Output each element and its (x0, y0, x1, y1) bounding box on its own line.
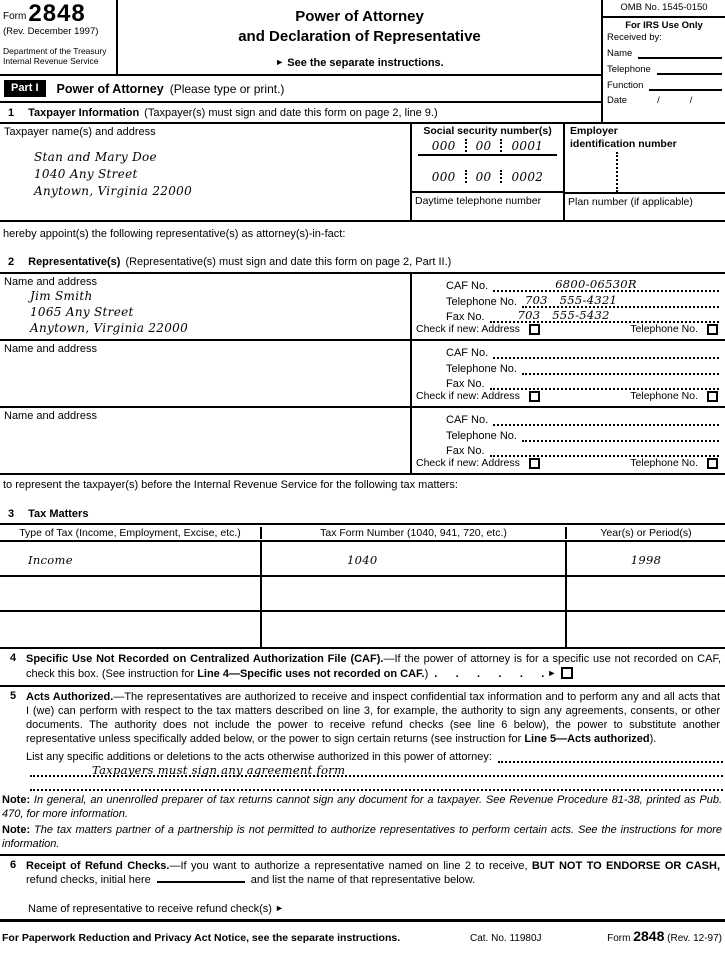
agency-line-1: Department of the Treasury (3, 46, 107, 56)
type-of-tax-cell[interactable] (0, 542, 260, 575)
fax-row (416, 308, 719, 323)
irs-use-only-title: For IRS Use Only (625, 20, 703, 31)
ssn2-serial: 0002 (511, 169, 544, 184)
agency-lines (3, 46, 114, 66)
line4-body1: —If the power of attorney is for a specific use not recorded on CAF, check this box. (See instruction for (26, 653, 722, 680)
right-arrow-icon: ► (275, 903, 284, 913)
tax-form-number-header: Tax Form Number (1040, 941, 720, etc.) (260, 527, 565, 539)
caf-label: CAF No. (446, 414, 489, 427)
rep-name-address-cell[interactable] (0, 274, 410, 339)
agency-line-2: Internal Revenue Service (3, 56, 99, 66)
check-telephone-label: Telephone No. (630, 390, 698, 402)
telephone-fill-line[interactable] (522, 361, 719, 375)
rep-name-value: Jim Smith (30, 289, 93, 303)
telephone-fill-line[interactable] (522, 294, 719, 308)
form-identity-block (0, 0, 118, 74)
omb-number: OMB No. 1545-0150 (603, 0, 725, 18)
ssn2-value (416, 168, 559, 185)
form-title-line-1: Power of Attorney (295, 8, 424, 25)
rep-name-address-cell[interactable] (0, 341, 410, 406)
rep-name-address-cell[interactable] (0, 408, 410, 473)
line4-body2: ) (424, 668, 429, 680)
check-if-new-row (416, 457, 719, 473)
caf-row (416, 411, 719, 426)
caf-fill-line[interactable] (493, 412, 719, 426)
handwritten-entry: Taxpayers must sign any agreement form (92, 763, 346, 777)
ssn1-value (418, 137, 557, 154)
line5-bold-ref: Line 5—Acts authorized (524, 733, 650, 745)
fax-fill-line[interactable] (490, 376, 719, 390)
new-address-checkbox[interactable] (529, 324, 540, 335)
line3-number: 3 (8, 508, 15, 520)
line3-header (0, 497, 725, 523)
ein-column (563, 124, 725, 220)
type-of-tax-header: Type of Tax (Income, Employment, Excise, etc.) (19, 526, 241, 539)
fax-fill-line[interactable] (490, 309, 719, 323)
footer-form-word: Form (607, 933, 631, 944)
specific-use-checkbox[interactable] (561, 667, 573, 679)
ssn1-area: 000 (431, 138, 456, 153)
telephone-row (416, 426, 719, 441)
fax-value: 703 555-5432 (517, 307, 610, 322)
line2-note: (Representative(s) must sign and date this form on page 2, Part II.) (125, 256, 452, 268)
telephone-fill-line[interactable] (522, 428, 719, 442)
line5-section (0, 687, 725, 746)
footer-form-revision: (Rev. 12-97) (667, 933, 722, 944)
ssn-separator (465, 170, 467, 183)
representative-block-2 (0, 341, 725, 408)
years-cell[interactable] (565, 542, 725, 575)
right-arrow-icon: ► (275, 57, 285, 67)
years-value: 1998 (630, 553, 662, 567)
ssn-separator (465, 139, 467, 152)
fax-row (416, 442, 719, 457)
ein-dotted-guide (616, 152, 618, 192)
check-if-new-row (416, 390, 719, 406)
caf-label: CAF No. (446, 347, 489, 360)
part1-note: (Please type or print.) (169, 81, 285, 96)
note-text: In general, an unenrolled preparer of tax returns cannot sign any document for a taxpayer. See Revenue Procedure 81-38, printed as Pub. 470, for more information. (2, 794, 723, 820)
new-address-checkbox[interactable] (529, 391, 540, 402)
form-word: Form (3, 11, 27, 22)
irs-date-label: Date (607, 95, 628, 106)
caf-fill-line[interactable] (493, 278, 719, 292)
line6-text (26, 859, 723, 887)
line5-body2: ). (649, 733, 657, 745)
type-of-tax-value: Income (28, 553, 73, 567)
line1-header (0, 103, 601, 122)
note-label: Note: (2, 794, 31, 806)
form-title-line-2: and Declaration of Representative (238, 28, 481, 45)
taxpayer-name-address-label: Taxpayer name(s) and address (4, 126, 156, 138)
caf-value: 6800-06530R (555, 277, 637, 292)
form-revision: (Rev. December 1997) (3, 26, 99, 37)
new-telephone-checkbox[interactable] (707, 391, 718, 402)
telephone-label: Telephone No. (446, 295, 517, 308)
note-label: Note: (2, 824, 31, 836)
rep-contact-cell (410, 408, 725, 473)
part1-title: Power of Attorney (56, 81, 164, 96)
acts-addition-fill[interactable] (498, 749, 723, 763)
table-row (0, 612, 725, 647)
see-instructions-note (118, 57, 601, 69)
title-block (118, 0, 601, 74)
check-if-new-label: Check if new: Address (416, 457, 520, 469)
line5-number: 5 (9, 690, 17, 702)
rep-contact-cell (410, 274, 725, 339)
fax-label: Fax No. (446, 444, 485, 457)
check-telephone-label: Telephone No. (630, 457, 698, 469)
refund-name-label: Name of representative to receive refund check(s) (28, 903, 272, 915)
line6-title: Receipt of Refund Checks. (26, 860, 170, 872)
irs-use-only-box (601, 0, 725, 122)
acts-addition-label-row (26, 748, 723, 763)
line6-body1: —If you want to authorize a representative named on line 2 to receive, (169, 860, 532, 872)
acts-addition-line-2[interactable] (30, 777, 723, 791)
irs-telephone-blank[interactable] (657, 63, 722, 75)
line1-note: (Taxpayer(s) must sign and date this form on page 2, line 9.) (144, 106, 438, 119)
new-telephone-checkbox[interactable] (707, 458, 718, 469)
ssn-label: Social security number(s) (423, 125, 552, 137)
line4-section (0, 649, 725, 687)
note-text: The tax matters partner of a partnership is not permitted to authorize representatives to perform certain acts. See the instructions for more information. (2, 824, 723, 850)
line4-text (26, 652, 723, 681)
irs-name-label: Name (607, 48, 633, 59)
fax-label: Fax No. (446, 377, 485, 390)
line6-section (0, 856, 725, 887)
ssn-separator (500, 170, 502, 183)
caf-label: CAF No. (446, 280, 489, 293)
taxpayer-city-value: Anytown, Virginia 22000 (34, 184, 193, 198)
line5-text (26, 690, 723, 746)
paperwork-notice: For Paperwork Reduction and Privacy Act Notice, see the separate instructions. (2, 932, 401, 944)
received-by-label: Received by: (607, 32, 662, 43)
telephone-row (416, 292, 719, 307)
rep-contact-cell (410, 341, 725, 406)
line1-number: 1 (8, 106, 15, 119)
line5-body1: —The representatives are authorized to receive and inspect confidential tax information and to perform any and all acts that I (we) can perform with respect to the tax matters described on line 3, for example, the authority to sign any agreements, consents, or other documents. The authority does not include the power to receive refund checks (see line 6 below), the power to substitute another representative unless specifically added below, or the power to sign certain returns (see instruction for (26, 691, 720, 745)
ssn-cell[interactable] (412, 124, 563, 191)
note-1 (0, 791, 725, 821)
date-slash: / (689, 95, 693, 106)
table-header-row (0, 525, 725, 542)
line6-bold-emphasis: BUT NOT TO ENDORSE OR CASH, (531, 860, 721, 872)
rep-street-value: 1065 Any Street (30, 305, 134, 319)
new-address-checkbox[interactable] (529, 458, 540, 469)
irs-name-field (603, 44, 725, 59)
line5-title: Acts Authorized. (26, 691, 114, 703)
taxpayer-name-value: Stan and Mary Doe (34, 150, 157, 164)
line2-header (0, 252, 725, 274)
line2-number: 2 (8, 256, 15, 268)
line1-title: Taxpayer Information (28, 106, 140, 119)
representative-block-1 (0, 274, 725, 341)
acts-addition-label: List any specific additions or deletions to the acts otherwise authorized in this power of attorney: (26, 751, 492, 763)
line4-title: Specific Use Not Recorded on Centralized Authorization File (CAF). (26, 653, 384, 665)
tax-form-number-cell[interactable] (260, 577, 565, 610)
ssn2-group: 00 (475, 169, 492, 184)
footer (0, 922, 725, 944)
form-title (118, 7, 601, 47)
footer-form-number: 2848 (633, 928, 665, 944)
header-main (0, 0, 601, 76)
caf-row (416, 277, 719, 292)
line3-title: Tax Matters (28, 508, 89, 520)
line4-bold-ref: Line 4—Specific uses not recorded on CAF. (197, 668, 425, 680)
right-arrow-icon: ► (547, 668, 557, 678)
rep-name-address-label: Name and address (4, 410, 97, 422)
tax-matters-table (0, 523, 725, 649)
taxpayer-name-address-cell[interactable] (0, 124, 410, 220)
taxpayer-info-box (0, 122, 725, 222)
rep-name-address-label: Name and address (4, 276, 97, 288)
footer-form-id (603, 928, 722, 944)
telephone-row (416, 359, 719, 374)
line4-number: 4 (9, 652, 17, 664)
ssn1-field (418, 137, 557, 156)
acts-addition-line-1[interactable] (30, 763, 723, 777)
telephone-label: Telephone No. (446, 429, 517, 442)
rep-city-value: Anytown, Virginia 22000 (30, 321, 189, 335)
irs-date-field[interactable] (603, 92, 725, 106)
type-of-tax-cell[interactable] (0, 612, 260, 647)
line6-body3: and list the name of that representative below. (250, 874, 476, 886)
check-if-new-label: Check if new: Address (416, 390, 520, 402)
tax-form-number-cell[interactable] (260, 542, 565, 575)
years-header: Year(s) or Period(s) (565, 527, 725, 539)
years-cell[interactable] (565, 612, 725, 647)
rep-name-address-label: Name and address (4, 343, 97, 355)
form-number: 2848 (28, 0, 86, 27)
form-id (3, 0, 114, 27)
irs-telephone-field (603, 60, 725, 75)
telephone-label: Telephone No. (446, 362, 517, 375)
irs-function-blank[interactable] (649, 79, 722, 91)
check-if-new-row (416, 323, 719, 339)
table-row (0, 577, 725, 612)
table-row (0, 542, 725, 577)
ssn1-serial: 0001 (511, 138, 544, 153)
caf-fill-line[interactable] (493, 345, 719, 359)
appoint-text: hereby appoint(s) the following representative(s) as attorney(s)-in-fact: (3, 228, 346, 240)
dot-leader: . . . . . . (434, 668, 545, 680)
type-of-tax-cell[interactable] (0, 577, 260, 610)
years-cell[interactable] (565, 577, 725, 610)
see-instructions-text: See the separate instructions. (287, 57, 444, 69)
tax-form-number-value: 1040 (347, 553, 378, 567)
line4-tail (547, 668, 573, 680)
initial-here-blank[interactable] (157, 873, 245, 883)
tax-form-number-cell[interactable] (260, 612, 565, 647)
line6-body2: refund checks, initial here (26, 874, 151, 886)
representative-block-3 (0, 408, 725, 475)
ssn1-group: 00 (475, 138, 492, 153)
represent-text: to represent the taxpayer(s) before the Internal Revenue Service for the following tax matters: (3, 479, 458, 491)
check-telephone-label: Telephone No. (630, 323, 698, 335)
irs-function-label: Function (607, 80, 644, 91)
fax-label: Fax No. (446, 310, 485, 323)
part1-header (0, 76, 601, 103)
ssn2-area: 000 (431, 169, 456, 184)
date-slash: / (657, 95, 660, 106)
ein-label: Employer identification number (570, 125, 677, 150)
fax-row (416, 375, 719, 390)
ein-cell[interactable] (565, 124, 725, 192)
ssn-column (410, 124, 563, 220)
check-if-new-label: Check if new: Address (416, 323, 520, 335)
daytime-phone-cell[interactable]: Daytime telephone number (412, 191, 563, 220)
note-2 (0, 821, 725, 856)
line6-number: 6 (9, 859, 17, 871)
line2-title: Representative(s) (28, 256, 121, 268)
ssn-separator (500, 139, 502, 152)
new-telephone-checkbox[interactable] (707, 324, 718, 335)
part1-badge: Part I (4, 80, 46, 97)
form-header (0, 0, 725, 122)
caf-row (416, 344, 719, 359)
fax-fill-line[interactable] (490, 443, 719, 457)
taxpayer-street-value: 1040 Any Street (34, 167, 138, 181)
plan-number-cell[interactable]: Plan number (if applicable) (565, 192, 725, 220)
irs-name-blank[interactable] (638, 47, 722, 59)
catalog-number: Cat. No. 11980J (470, 933, 542, 944)
refund-name-row[interactable] (28, 903, 725, 915)
irs-function-field (603, 76, 725, 91)
irs-telephone-label: Telephone (607, 64, 651, 75)
telephone-value: 703 555-4321 (524, 292, 618, 307)
